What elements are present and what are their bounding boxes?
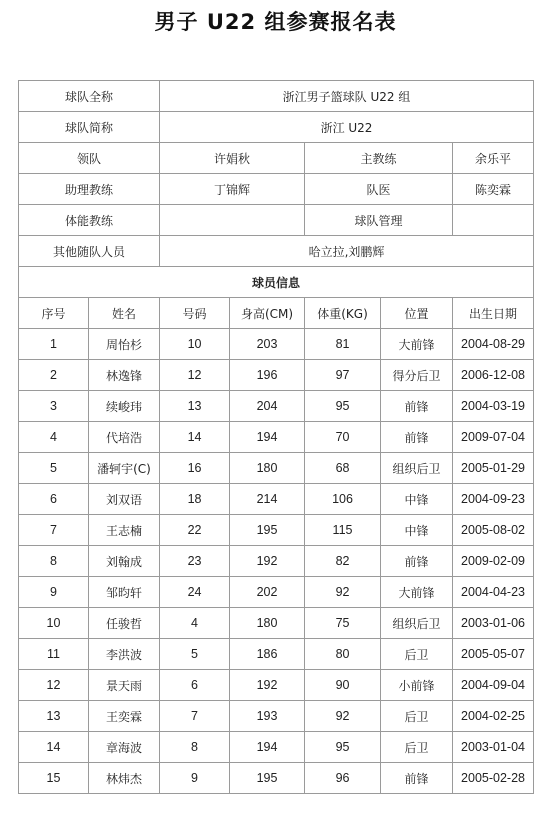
player-name: 周怡杉 xyxy=(89,329,160,360)
player-number: 4 xyxy=(160,608,230,639)
player-number: 24 xyxy=(160,577,230,608)
player-position: 后卫 xyxy=(381,639,453,670)
player-index: 11 xyxy=(19,639,89,670)
player-name: 代培浩 xyxy=(89,422,160,453)
player-weight: 68 xyxy=(305,453,381,484)
full-name-value: 浙江男子篮球队 U22 组 xyxy=(160,81,534,112)
players-header-row xyxy=(19,298,534,329)
player-name: 景天雨 xyxy=(89,670,160,701)
player-height: 192 xyxy=(230,546,305,577)
player-position: 前锋 xyxy=(381,763,453,794)
player-height: 203 xyxy=(230,329,305,360)
player-weight: 115 xyxy=(305,515,381,546)
row-short-name xyxy=(19,112,534,143)
player-weight: 95 xyxy=(305,732,381,763)
page-title: 男子 U22 组参赛报名表 xyxy=(154,10,397,34)
table-row xyxy=(19,329,534,360)
player-position: 后卫 xyxy=(381,732,453,763)
player-name: 续峻玮 xyxy=(89,391,160,422)
table-row xyxy=(19,391,534,422)
player-number: 18 xyxy=(160,484,230,515)
player-index: 9 xyxy=(19,577,89,608)
player-height: 186 xyxy=(230,639,305,670)
player-weight: 81 xyxy=(305,329,381,360)
player-position: 组织后卫 xyxy=(381,608,453,639)
player-index: 13 xyxy=(19,701,89,732)
player-name: 林逸锋 xyxy=(89,360,160,391)
table-row xyxy=(19,422,534,453)
players-section-title: 球员信息 xyxy=(19,267,534,298)
header-cell: 序号 xyxy=(19,298,89,329)
row-leader xyxy=(19,143,534,174)
player-weight: 96 xyxy=(305,763,381,794)
table-row xyxy=(19,515,534,546)
player-number: 13 xyxy=(160,391,230,422)
player-name: 李洪波 xyxy=(89,639,160,670)
player-weight: 80 xyxy=(305,639,381,670)
table-row xyxy=(19,577,534,608)
player-name: 刘翰成 xyxy=(89,546,160,577)
player-weight: 82 xyxy=(305,546,381,577)
players-section-row xyxy=(19,267,534,298)
player-name: 潘轲宇(C) xyxy=(89,453,160,484)
player-position: 前锋 xyxy=(381,391,453,422)
player-birthdate: 2005-08-02 xyxy=(453,515,534,546)
table-row xyxy=(19,732,534,763)
player-number: 23 xyxy=(160,546,230,577)
head-coach-label: 主教练 xyxy=(305,143,453,174)
player-position: 小前锋 xyxy=(381,670,453,701)
player-birthdate: 2004-03-19 xyxy=(453,391,534,422)
assistant-coach-value: 丁锦辉 xyxy=(160,174,305,205)
player-position: 大前锋 xyxy=(381,577,453,608)
registration-table xyxy=(18,80,534,794)
player-birthdate: 2005-02-28 xyxy=(453,763,534,794)
table-row xyxy=(19,453,534,484)
player-number: 16 xyxy=(160,453,230,484)
player-name: 王志楠 xyxy=(89,515,160,546)
player-name: 任骏哲 xyxy=(89,608,160,639)
player-height: 180 xyxy=(230,608,305,639)
manager-value xyxy=(453,205,534,236)
player-index: 14 xyxy=(19,732,89,763)
player-birthdate: 2009-07-04 xyxy=(453,422,534,453)
table-row xyxy=(19,701,534,732)
player-name: 林炜杰 xyxy=(89,763,160,794)
player-index: 5 xyxy=(19,453,89,484)
player-height: 194 xyxy=(230,732,305,763)
player-name: 章海波 xyxy=(89,732,160,763)
player-number: 14 xyxy=(160,422,230,453)
player-position: 大前锋 xyxy=(381,329,453,360)
manager-label: 球队管理 xyxy=(305,205,453,236)
player-height: 193 xyxy=(230,701,305,732)
doctor-label: 队医 xyxy=(305,174,453,205)
player-weight: 95 xyxy=(305,391,381,422)
assistant-coach-label: 助理教练 xyxy=(19,174,160,205)
player-number: 8 xyxy=(160,732,230,763)
header-cell: 身高(CM) xyxy=(230,298,305,329)
other-staff-value: 哈立拉,刘鹏辉 xyxy=(160,236,534,267)
header-cell: 出生日期 xyxy=(453,298,534,329)
player-index: 3 xyxy=(19,391,89,422)
player-height: 192 xyxy=(230,670,305,701)
header-cell: 体重(KG) xyxy=(305,298,381,329)
player-name: 王奕霖 xyxy=(89,701,160,732)
table-row xyxy=(19,763,534,794)
player-weight: 70 xyxy=(305,422,381,453)
leader-label: 领队 xyxy=(19,143,160,174)
player-weight: 97 xyxy=(305,360,381,391)
player-number: 12 xyxy=(160,360,230,391)
player-index: 6 xyxy=(19,484,89,515)
player-birthdate: 2005-01-29 xyxy=(453,453,534,484)
player-name: 刘双语 xyxy=(89,484,160,515)
table-row xyxy=(19,546,534,577)
player-index: 7 xyxy=(19,515,89,546)
player-height: 202 xyxy=(230,577,305,608)
player-height: 194 xyxy=(230,422,305,453)
player-number: 22 xyxy=(160,515,230,546)
player-weight: 90 xyxy=(305,670,381,701)
player-position: 中锋 xyxy=(381,515,453,546)
player-position: 中锋 xyxy=(381,484,453,515)
player-number: 6 xyxy=(160,670,230,701)
table-row xyxy=(19,670,534,701)
player-weight: 106 xyxy=(305,484,381,515)
player-number: 9 xyxy=(160,763,230,794)
doctor-value: 陈奕霖 xyxy=(453,174,534,205)
player-index: 4 xyxy=(19,422,89,453)
player-number: 10 xyxy=(160,329,230,360)
player-birthdate: 2009-02-09 xyxy=(453,546,534,577)
player-height: 195 xyxy=(230,515,305,546)
leader-value: 许娟秋 xyxy=(160,143,305,174)
player-birthdate: 2003-01-04 xyxy=(453,732,534,763)
row-other-staff xyxy=(19,236,534,267)
player-index: 2 xyxy=(19,360,89,391)
player-position: 前锋 xyxy=(381,422,453,453)
player-number: 7 xyxy=(160,701,230,732)
row-assistant xyxy=(19,174,534,205)
player-index: 8 xyxy=(19,546,89,577)
player-birthdate: 2004-09-23 xyxy=(453,484,534,515)
player-birthdate: 2006-12-08 xyxy=(453,360,534,391)
fitness-coach-label: 体能教练 xyxy=(19,205,160,236)
header-cell: 号码 xyxy=(160,298,230,329)
player-name: 邹昀轩 xyxy=(89,577,160,608)
header-cell: 位置 xyxy=(381,298,453,329)
other-staff-label: 其他随队人员 xyxy=(19,236,160,267)
short-name-label: 球队简称 xyxy=(19,112,160,143)
table-row xyxy=(19,639,534,670)
player-birthdate: 2004-08-29 xyxy=(453,329,534,360)
player-height: 195 xyxy=(230,763,305,794)
player-birthdate: 2004-02-25 xyxy=(453,701,534,732)
fitness-coach-value xyxy=(160,205,305,236)
row-full-name xyxy=(19,81,534,112)
player-weight: 75 xyxy=(305,608,381,639)
player-height: 204 xyxy=(230,391,305,422)
player-birthdate: 2004-09-04 xyxy=(453,670,534,701)
player-height: 214 xyxy=(230,484,305,515)
player-number: 5 xyxy=(160,639,230,670)
table-row xyxy=(19,608,534,639)
player-index: 10 xyxy=(19,608,89,639)
player-weight: 92 xyxy=(305,577,381,608)
player-position: 后卫 xyxy=(381,701,453,732)
player-height: 180 xyxy=(230,453,305,484)
table-row xyxy=(19,360,534,391)
short-name-value: 浙江 U22 xyxy=(160,112,534,143)
player-height: 196 xyxy=(230,360,305,391)
player-position: 前锋 xyxy=(381,546,453,577)
table-row xyxy=(19,484,534,515)
player-weight: 92 xyxy=(305,701,381,732)
full-name-label: 球队全称 xyxy=(19,81,160,112)
player-index: 1 xyxy=(19,329,89,360)
header-cell: 姓名 xyxy=(89,298,160,329)
player-position: 得分后卫 xyxy=(381,360,453,391)
player-position: 组织后卫 xyxy=(381,453,453,484)
player-index: 15 xyxy=(19,763,89,794)
player-birthdate: 2004-04-23 xyxy=(453,577,534,608)
player-birthdate: 2005-05-07 xyxy=(453,639,534,670)
player-index: 12 xyxy=(19,670,89,701)
row-fitness xyxy=(19,205,534,236)
head-coach-value: 余乐平 xyxy=(453,143,534,174)
player-birthdate: 2003-01-06 xyxy=(453,608,534,639)
